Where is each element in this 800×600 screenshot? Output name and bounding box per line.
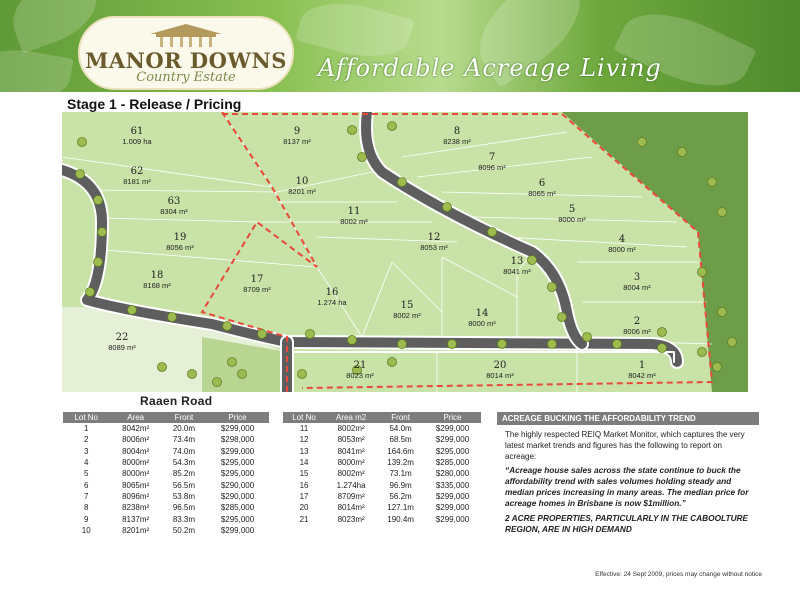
table-row [63, 457, 269, 468]
table-row [283, 457, 481, 468]
lot-number-label: 12 [427, 232, 441, 243]
lot-number-label: 18 [150, 270, 164, 281]
table-cell: 8023m² [337, 514, 365, 524]
tree-icon [398, 340, 407, 349]
table-cell: $298,000 [220, 435, 255, 445]
lot-number-label: 4 [618, 234, 626, 245]
house-roof-icon [178, 16, 194, 17]
table-row [63, 479, 269, 490]
lot-number-label: 2 [633, 316, 641, 327]
table-cell: $285,000 [220, 503, 255, 513]
tree-icon [228, 358, 237, 367]
tree-icon [528, 256, 537, 265]
table-cell: 2 [83, 435, 89, 445]
lot-number-label: 21 [353, 360, 367, 371]
tree-icon [128, 306, 137, 315]
table-cell: $299,000 [220, 446, 255, 456]
table-header-cell: Lot No [283, 412, 325, 423]
header-banner [0, 0, 800, 92]
tree-icon [298, 370, 307, 379]
tree-icon [728, 338, 737, 347]
table-cell: 10 [81, 525, 91, 535]
lot-area-label: 8014 m² [486, 371, 514, 380]
tree-icon [488, 228, 497, 237]
table-cell: 8002m² [337, 469, 365, 479]
table-cell: 83.3m [172, 514, 196, 524]
lot-number-label: 17 [250, 274, 264, 285]
subdivision-map [62, 112, 748, 392]
table-cell: 8137m² [122, 514, 150, 524]
tree-icon [94, 196, 103, 205]
brand-subtitle: Country Estate [136, 70, 236, 85]
tree-icon [388, 122, 397, 131]
tree-icon [78, 138, 87, 147]
table-cell: $285,000 [435, 458, 470, 468]
table-cell: 8053m² [337, 435, 365, 445]
info-quote: “Acreage house sales across the state continue to buck the affordability trend with sales volumes holding steady and median prices increasing in many areas. The median price for acreage homes in Brisbane is now $1million.” [505, 465, 749, 508]
table-cell: 68.5m [389, 435, 412, 445]
table-cell: 127.1m [387, 503, 414, 513]
table-cell: $295,000 [220, 469, 255, 479]
table-cell: 13 [299, 446, 309, 456]
lot-number-label: 7 [488, 152, 496, 163]
table-row [283, 423, 481, 434]
table-row [63, 491, 269, 502]
lot-area-label: 8238 m² [443, 137, 471, 146]
tree-icon [718, 208, 727, 217]
tree-icon [448, 340, 457, 349]
lot-area-label: 8181 m² [123, 177, 151, 186]
tree-icon [548, 283, 557, 292]
table-row [63, 468, 269, 479]
table-cell: 20.0m [172, 424, 196, 434]
table-cell: 8000m² [122, 469, 150, 479]
tree-icon [238, 370, 247, 379]
brand-name: MANOR DOWNS [85, 48, 287, 73]
table-row [63, 502, 269, 513]
lot-number-label: 1 [638, 360, 646, 371]
table-cell: 8238m² [122, 503, 150, 513]
table-cell: 96.9m [389, 480, 412, 490]
table-cell: 1 [83, 424, 89, 434]
tree-icon [713, 363, 722, 372]
table-cell: 9 [83, 514, 89, 524]
tree-icon [168, 313, 177, 322]
table-cell: 164.6m [387, 446, 414, 456]
table-cell: 56.5m [172, 480, 196, 490]
table-cell: 15 [299, 469, 309, 479]
table-cell: 8201m² [122, 525, 150, 535]
table-cell: 12 [299, 435, 309, 445]
lot-area-label: 8137 m² [283, 137, 311, 146]
tree-icon [223, 322, 232, 331]
table-cell: 6 [83, 480, 89, 490]
table-cell: 8004m² [122, 446, 150, 456]
lot-area-label: 8056 m² [166, 243, 194, 252]
table-header-cell: Area [109, 412, 161, 423]
table-row [283, 446, 481, 457]
tree-icon [613, 340, 622, 349]
lot-area-label: 8041 m² [503, 267, 531, 276]
table-cell: 20 [299, 503, 309, 513]
lot-area-label: 8053 m² [420, 243, 448, 252]
house-roof-icon [146, 22, 226, 48]
table-row [63, 446, 269, 457]
table-cell: 139.2m [387, 458, 414, 468]
table-cell: 7 [83, 491, 89, 501]
tree-icon [398, 178, 407, 187]
tagline: Affordable Acreage Living [318, 54, 662, 82]
table-cell: 8096m² [122, 491, 150, 501]
info-intro: The highly respected REIQ Market Monitor, which captures the very latest market trends and figures has the following to report on acreage: [505, 430, 745, 461]
lot-area-label: 8089 m² [108, 343, 136, 352]
table-cell: 8042m² [122, 424, 150, 434]
tree-icon [188, 370, 197, 379]
table-cell: 74.0m [172, 446, 196, 456]
table-header-cell: Front [162, 412, 206, 423]
lot-number-label: 9 [293, 126, 301, 137]
lot-area-label: 8096 m² [478, 163, 506, 172]
tree-icon [306, 330, 315, 339]
tree-icon [658, 328, 667, 337]
table-cell: 8000m² [122, 458, 150, 468]
table-row [63, 513, 269, 524]
table-header-cell: Lot No [63, 412, 109, 423]
lot-area-label: 8709 m² [243, 285, 271, 294]
table-cell: 8709m² [337, 491, 365, 501]
table-row [283, 479, 481, 490]
table-row [283, 434, 481, 445]
table-cell: $299,000 [435, 435, 470, 445]
table-cell: 16 [299, 480, 309, 490]
tree-icon [678, 148, 687, 157]
table-cell: 53.8m [172, 491, 196, 501]
table-cell: 96.5m [172, 503, 196, 513]
tree-icon [658, 344, 667, 353]
table-row [283, 502, 481, 513]
road-name-label: Raaen Road [140, 394, 213, 408]
table-row [63, 423, 269, 434]
lot-number-label: 13 [510, 256, 524, 267]
lot-area-label: 8000 m² [558, 215, 586, 224]
table-cell: 8065m² [122, 480, 150, 490]
tree-icon [348, 126, 357, 135]
table-row [283, 468, 481, 479]
pricing-table-1 [63, 412, 269, 536]
tree-icon [548, 340, 557, 349]
lot-area-label: 8065 m² [528, 189, 556, 198]
lot-number-label: 3 [633, 272, 641, 283]
table-cell: 8 [83, 503, 89, 513]
market-info-panel [497, 412, 759, 535]
table-cell: 54.0m [389, 424, 412, 434]
lot-number-label: 11 [347, 206, 361, 217]
table-cell: $299,000 [220, 424, 255, 434]
table-header-cell: Area m2 [325, 412, 377, 423]
lot-number-label: 20 [493, 360, 507, 371]
lot-area-label: 1.009 ha [122, 137, 152, 146]
lot-number-label: 16 [325, 287, 339, 298]
tree-icon [358, 153, 367, 162]
tree-icon [698, 348, 707, 357]
table-cell: 5 [83, 469, 89, 479]
lot-area-label: 8304 m² [160, 207, 188, 216]
table-cell: $280,000 [435, 469, 470, 479]
table-cell: 73.1m [389, 469, 412, 479]
tree-icon [388, 358, 397, 367]
tree-icon [94, 258, 103, 267]
table-cell: 8006m² [122, 435, 150, 445]
table-header-cell: Front [377, 412, 424, 423]
table-cell: 190.4m [387, 514, 414, 524]
footnote: Effective: 24 Sept 2009, prices may change without notice [595, 571, 762, 578]
info-highlight: 2 ACRE PROPERTIES, PARTICULARLY IN THE CABOOLTURE REGION, ARE IN HIGH DEMAND [505, 513, 749, 534]
tree-icon [498, 340, 507, 349]
lot-area-label: 8201 m² [288, 187, 316, 196]
lot-area-label: 8168 m² [143, 281, 171, 290]
tree-icon [443, 203, 452, 212]
table-cell: $295,000 [220, 514, 255, 524]
lot-number-label: 61 [130, 126, 144, 137]
tree-icon [98, 228, 107, 237]
lot-area-label: 1.274 ha [317, 298, 347, 307]
lot-area-label: 8023 m² [346, 371, 374, 380]
lot-number-label: 8 [453, 126, 461, 137]
table-row [283, 491, 481, 502]
lot-number-label: 15 [400, 300, 414, 311]
table-cell: $295,000 [435, 446, 470, 456]
table-header-cell: Price [206, 412, 269, 423]
tree-icon [213, 378, 222, 387]
tree-icon [718, 308, 727, 317]
lot-number-label: 19 [173, 232, 187, 243]
table-cell: 8014m² [337, 503, 365, 513]
table-cell: 3 [83, 446, 89, 456]
lot-area-label: 8000 m² [468, 319, 496, 328]
table-row [63, 434, 269, 445]
table-cell: $299,000 [435, 503, 470, 513]
table-cell: 21 [299, 514, 309, 524]
tree-icon [76, 170, 85, 179]
table-cell: 17 [299, 491, 309, 501]
table-header-cell: Price [424, 412, 481, 423]
table-cell: 8041m² [337, 446, 365, 456]
lot-number-label: 10 [295, 176, 309, 187]
table-cell: $290,000 [220, 491, 255, 501]
logo [78, 16, 294, 90]
tree-icon [558, 313, 567, 322]
table-cell: 11 [299, 424, 309, 434]
table-cell: $299,000 [220, 525, 255, 535]
table-cell: $299,000 [435, 424, 470, 434]
lot-number-label: 5 [568, 204, 576, 215]
table-cell: 56.2m [389, 491, 412, 501]
tree-icon [348, 336, 357, 345]
tree-icon [583, 333, 592, 342]
pricing-table-2 [283, 412, 481, 525]
table-cell: 8000m² [337, 458, 365, 468]
table-cell: 73.4m [172, 435, 196, 445]
lot-area-label: 8006 m² [623, 327, 651, 336]
table-cell: 8002m² [337, 424, 365, 434]
stage-title: Stage 1 - Release / Pricing [67, 96, 242, 112]
table-cell: $299,000 [435, 514, 470, 524]
tree-icon [698, 268, 707, 277]
table-cell: 1.274ha [336, 480, 366, 490]
table-cell: 4 [83, 458, 89, 468]
lot-number-label: 62 [130, 166, 144, 177]
table-cell: $335,000 [435, 480, 470, 490]
lot-area-label: 8042 m² [628, 371, 656, 380]
table-cell: $295,000 [220, 458, 255, 468]
table-cell: $290,000 [220, 480, 255, 490]
table-cell: 54.3m [172, 458, 196, 468]
table-cell: 14 [299, 458, 309, 468]
lot-area-label: 8004 m² [623, 283, 651, 292]
tree-icon [86, 288, 95, 297]
tree-icon [708, 178, 717, 187]
lot-number-label: 14 [475, 308, 489, 319]
table-cell: 50.2m [172, 525, 196, 535]
lot-number-label: 6 [538, 178, 546, 189]
lot-number-label: 63 [167, 196, 181, 207]
lot-area-label: 8002 m² [393, 311, 421, 320]
lot-area-label: 8000 m² [608, 245, 636, 254]
table-cell: 85.2m [172, 469, 196, 479]
table-row [63, 525, 269, 536]
table-row [283, 513, 481, 524]
table-cell: $299,000 [435, 491, 470, 501]
tree-icon [258, 330, 267, 339]
tree-icon [638, 138, 647, 147]
info-heading: ACREAGE BUCKING THE AFFORDABILITY TREND [497, 412, 759, 425]
lot-number-label: 22 [115, 332, 129, 343]
tree-icon [158, 363, 167, 372]
lot-area-label: 8002 m² [340, 217, 368, 226]
